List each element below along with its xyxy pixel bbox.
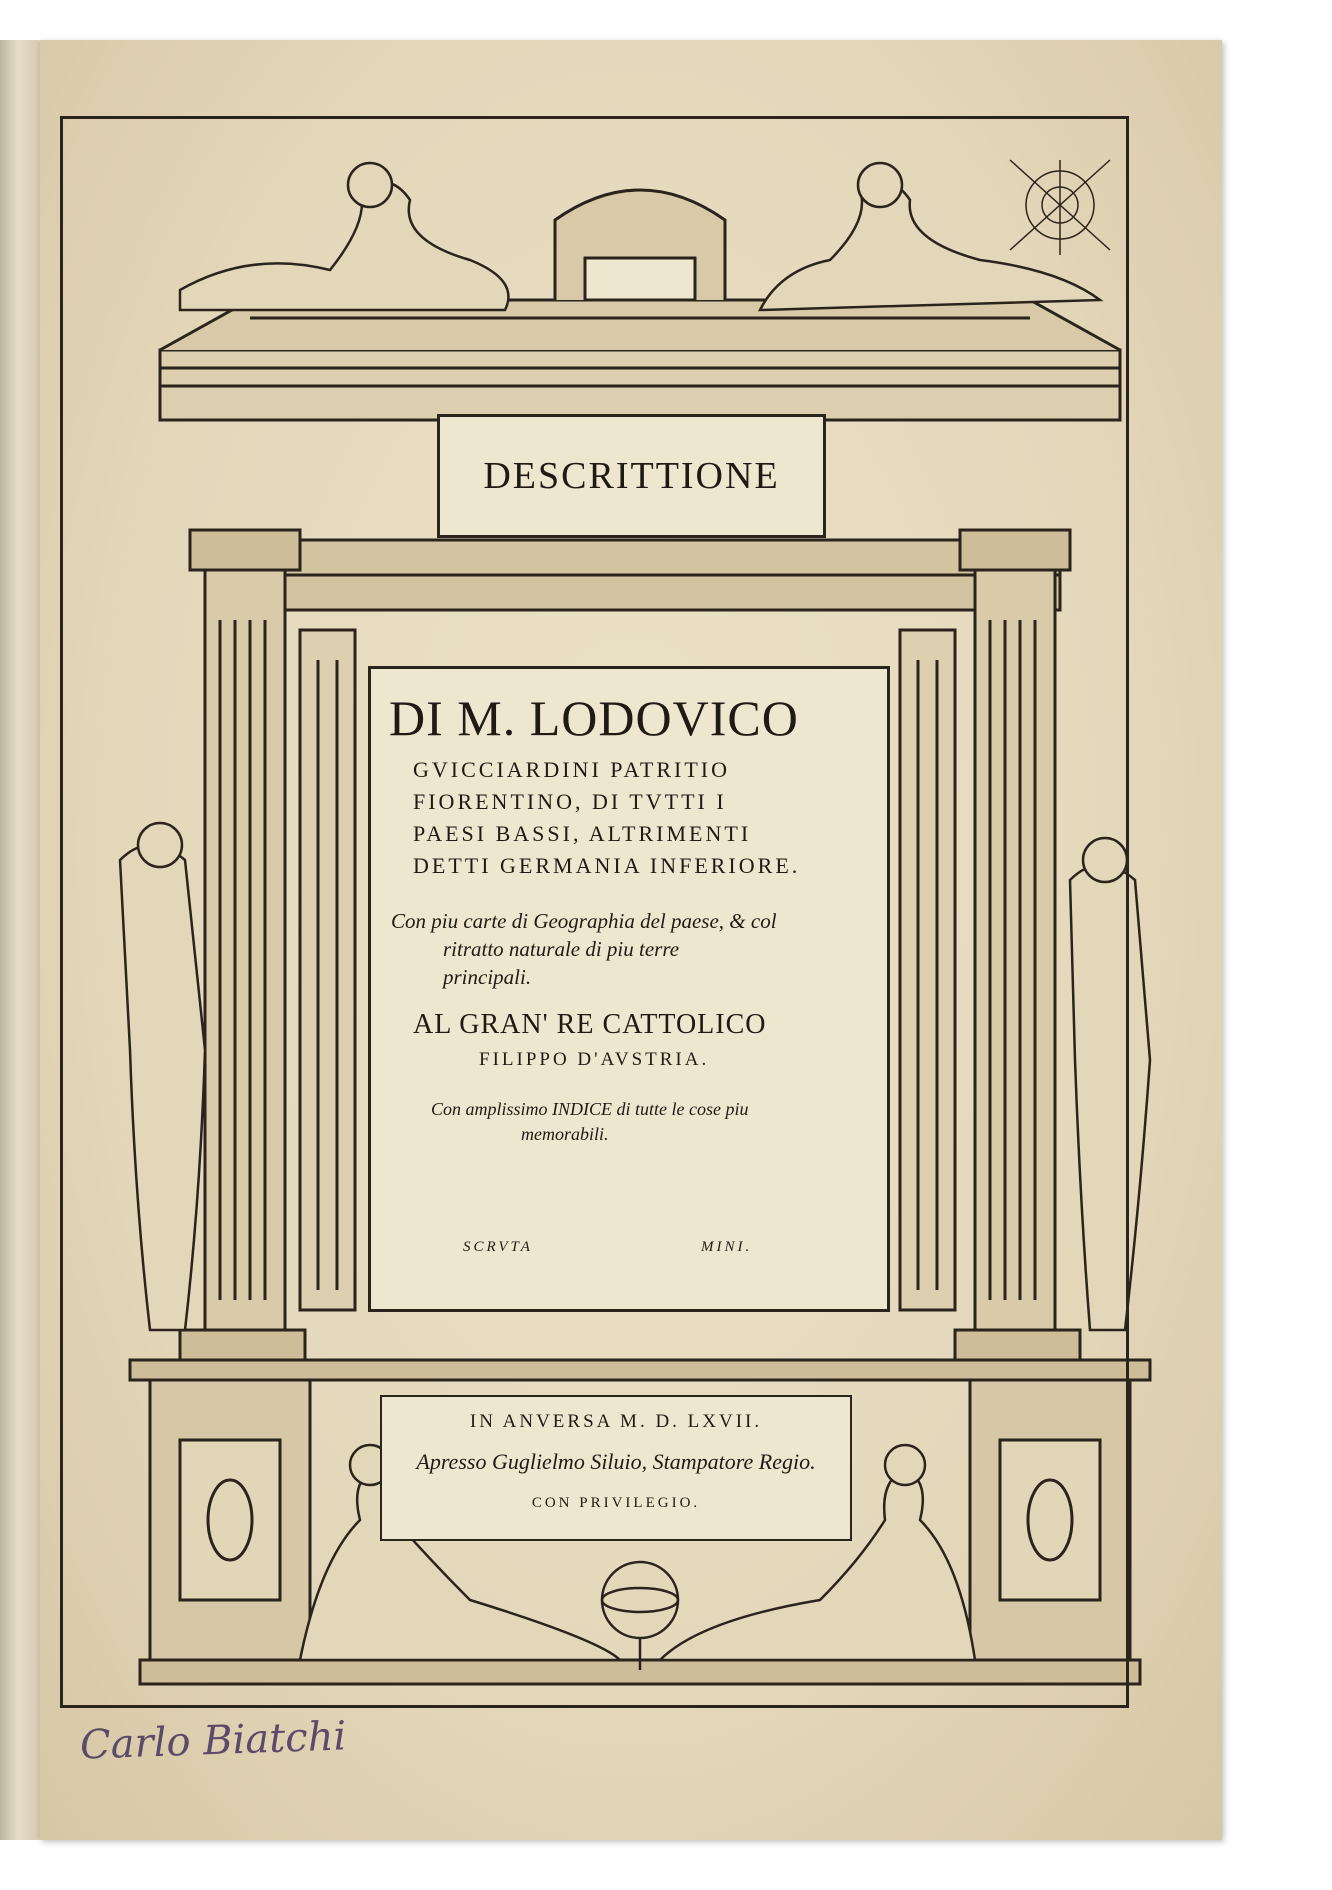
dedication-line-2: FILIPPO D'AVSTRIA. <box>479 1049 710 1070</box>
dedication-line-1: AL GRAN' RE CATTOLICO <box>413 1009 767 1040</box>
subtitle-line-3: PAESI BASSI, ALTRIMENTI <box>413 821 752 846</box>
motto-left: SCRVTA <box>463 1239 533 1255</box>
author-line: DI M. LODOVICO <box>389 690 799 746</box>
index-line-1: Con amplissimo INDICE di tutte le cose piu <box>431 1099 749 1119</box>
index-line-2: memorabili. <box>521 1124 609 1144</box>
description-line-2: ritratto naturale di piu terre <box>443 937 680 961</box>
title-heading: DESCRITTIONE <box>483 455 780 497</box>
imprint-line-3: CON PRIVILEGIO. <box>531 1495 701 1511</box>
imprint-line-1: IN ANVERSA M. D. LXVII. <box>469 1411 763 1432</box>
subtitle-line-2: FIORENTINO, DI TVTTI I <box>413 789 727 814</box>
imprint-cartouche <box>380 1395 852 1541</box>
description-line-1: Con piu carte di Geographia del paese, & col <box>391 909 777 933</box>
owner-signature: Carlo Biatchi <box>79 1713 347 1769</box>
heading-cartouche <box>437 414 826 538</box>
imprint-line-2: Apresso Guglielmo Siluio, Stampatore Regio. <box>416 1449 816 1474</box>
title-panel <box>368 666 890 1312</box>
subtitle-line-4: DETTI GERMANIA INFERIORE. <box>413 853 801 878</box>
motto-right: MINI. <box>701 1239 753 1255</box>
subtitle-line-1: GVICCIARDINI PATRITIO <box>413 757 731 782</box>
description-line-3: principali. <box>443 965 532 989</box>
